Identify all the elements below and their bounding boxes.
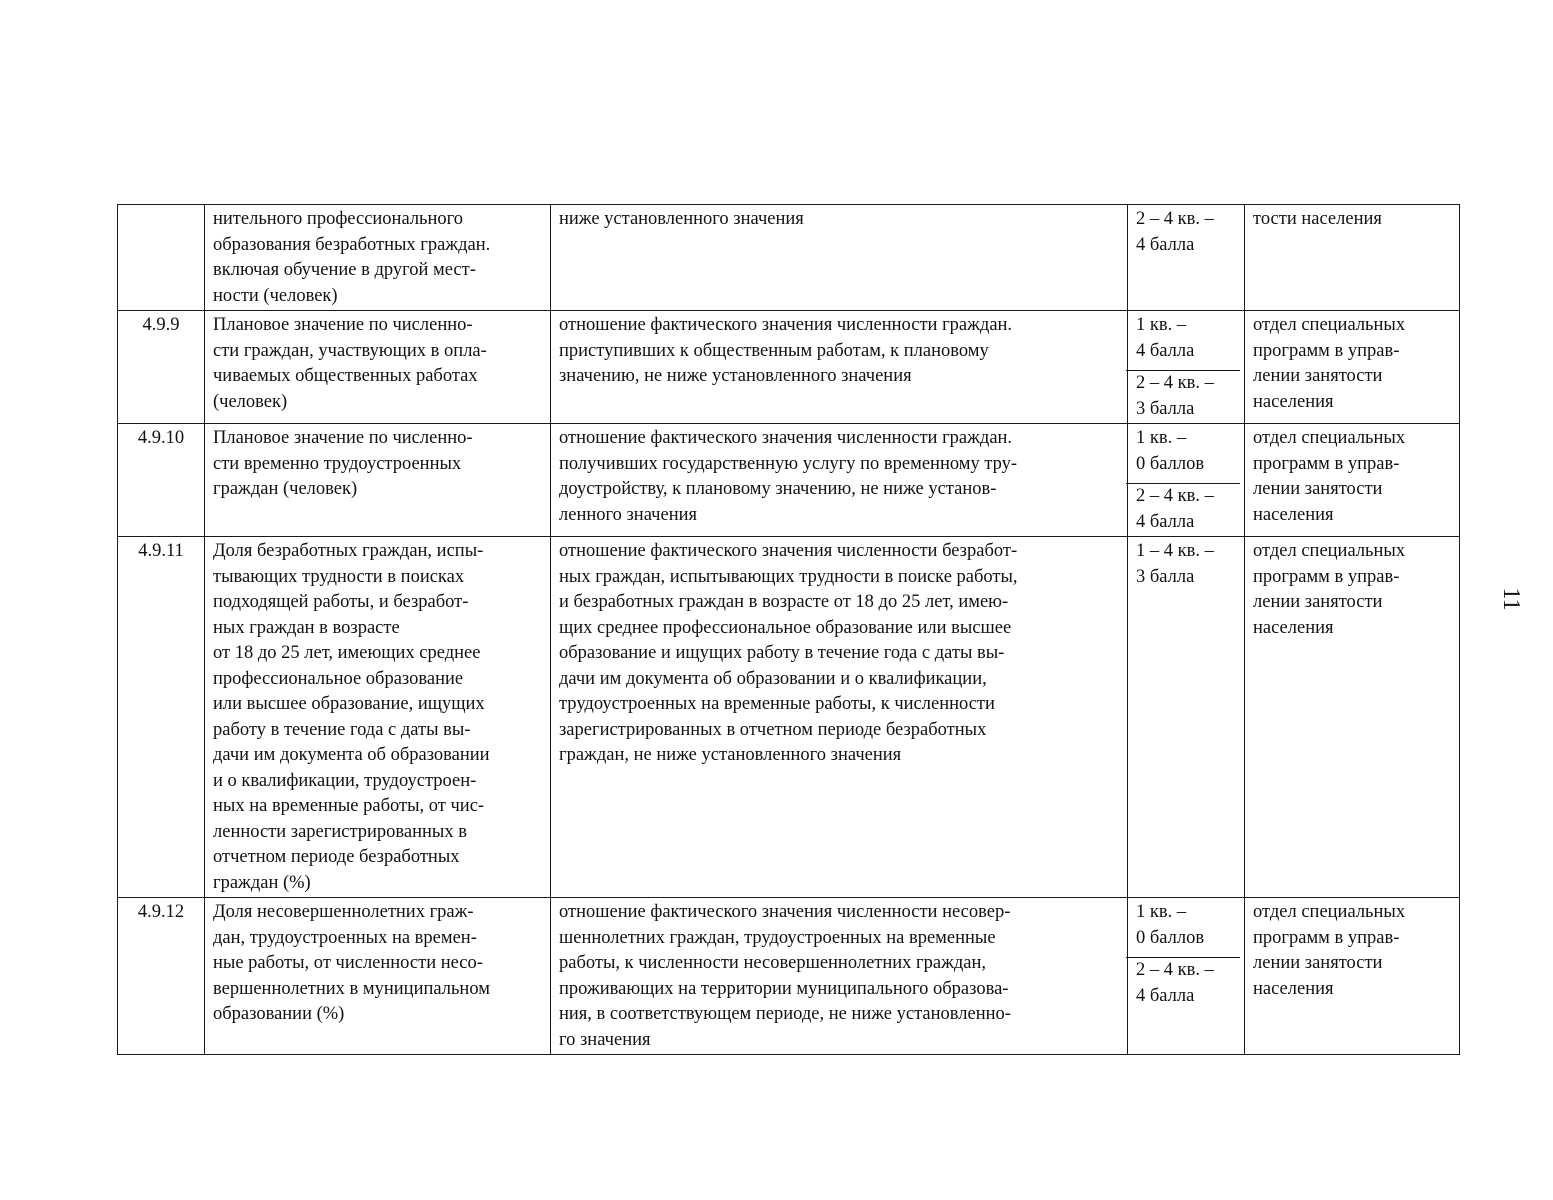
indicator-name-line: или высшее образование, ищущих xyxy=(213,694,485,714)
indicator-name-line: нительного профессионального xyxy=(213,209,464,229)
indicator-name-line: ные работы, от численности несо- xyxy=(213,953,483,973)
calculation-method-line: щих среднее профессиональное образование или высшее xyxy=(559,617,1012,638)
calculation-method-line: отношение фактического значения численности граждан. xyxy=(559,315,1013,335)
score-period xyxy=(1136,207,1236,258)
score-period xyxy=(1126,483,1240,535)
calculation-method-line: ных граждан, испытывающих трудности в поиске работы, xyxy=(559,566,1018,587)
score-period xyxy=(1136,426,1236,477)
table-row xyxy=(118,205,1460,311)
responsible-department-line: населения xyxy=(1253,504,1334,525)
responsible-department-line: лении занятости xyxy=(1253,953,1383,973)
calculation-method-line: работы, к численности несовершеннолетних граждан, xyxy=(559,953,987,973)
indicator-name-line: отчетном периоде безработных xyxy=(213,847,460,867)
responsible-department-cell xyxy=(1245,311,1460,424)
indicator-name-line: образования безработных граждан. xyxy=(213,234,491,255)
responsible-department-line: программ в управ- xyxy=(1253,927,1400,948)
responsible-department-line: программ в управ- xyxy=(1253,566,1400,587)
calculation-method-line: получивших государственную услугу по временному тру- xyxy=(559,453,1018,474)
score-line: 4 балла xyxy=(1136,340,1195,361)
calculation-method-cell xyxy=(551,537,1128,898)
calculation-method-line: и безработных граждан в возрасте от 18 до 25 лет, имею- xyxy=(559,592,1009,612)
score-line: 2 – 4 кв. – xyxy=(1136,960,1214,980)
calculation-method-line: трудоустроенных на временные работы, к численности xyxy=(559,694,995,714)
calculation-method-line: приступивших к общественным работам, к плановому xyxy=(559,340,989,361)
indicator-name-line: ности (человек) xyxy=(213,285,338,306)
indicator-name-line: ных граждан в возрасте xyxy=(213,617,400,638)
calculation-method-cell xyxy=(551,311,1128,424)
table-row xyxy=(118,537,1460,898)
indicator-name-line: Доля несовершеннолетних граж- xyxy=(213,902,474,922)
score-line: 4 балла xyxy=(1136,234,1195,255)
indicator-name-line: сти временно трудоустроенных xyxy=(213,453,462,474)
score-cell xyxy=(1128,205,1245,311)
score-line: 1 кв. – xyxy=(1136,902,1187,922)
score-period xyxy=(1126,957,1240,1009)
indicator-name-line: ленности зарегистрированных в xyxy=(213,821,467,842)
indicator-name-line: дан, трудоустроенных на времен- xyxy=(213,927,477,948)
calculation-method-line: шеннолетних граждан, трудоустроенных на временные xyxy=(559,927,996,948)
score-line: 1 кв. – xyxy=(1136,315,1187,335)
indicator-number-cell: 4.9.9 xyxy=(118,311,205,424)
indicator-name-line: тывающих трудности в поисках xyxy=(213,566,465,587)
score-line: 3 балла xyxy=(1136,398,1195,419)
indicators-table xyxy=(117,204,1460,1055)
responsible-department-line: населения xyxy=(1253,978,1334,999)
indicator-name-line: профессиональное образование xyxy=(213,668,464,689)
indicator-number-cell xyxy=(118,205,205,311)
indicator-name-cell xyxy=(205,898,551,1055)
calculation-method-line: отношение фактического значения численности граждан. xyxy=(559,428,1013,448)
indicator-number-cell: 4.9.11 xyxy=(118,537,205,898)
score-line: 4 балла xyxy=(1136,985,1195,1006)
score-line: 4 балла xyxy=(1136,511,1195,532)
responsible-department-line: лении занятости xyxy=(1253,479,1383,499)
calculation-method-line: проживающих на территории муниципального образова- xyxy=(559,978,1009,999)
indicator-name-line: (человек) xyxy=(213,391,288,412)
indicator-name-line: Плановое значение по численно- xyxy=(213,315,473,335)
score-line: 3 балла xyxy=(1136,566,1195,587)
table-row xyxy=(118,311,1460,424)
responsible-department-line: отдел специальных xyxy=(1253,428,1406,448)
table-row xyxy=(118,424,1460,537)
calculation-method-line: отношение фактического значения численности безработ- xyxy=(559,541,1018,561)
score-period xyxy=(1126,370,1240,422)
indicator-name-line: граждан (человек) xyxy=(213,479,358,499)
responsible-department-cell xyxy=(1245,537,1460,898)
calculation-method-line: доустройству, к плановому значению, не ниже установ- xyxy=(559,479,997,499)
indicator-name-line: и о квалификации, трудоустроен- xyxy=(213,770,477,791)
score-line: 2 – 4 кв. – xyxy=(1136,209,1214,229)
score-period xyxy=(1136,900,1236,951)
calculation-method-line: отношение фактического значения численности несовер- xyxy=(559,902,1011,922)
calculation-method-line: ниже установленного значения xyxy=(559,209,804,229)
calculation-method-line: ния, в соответствующем периоде, не ниже установленно- xyxy=(559,1004,1011,1024)
responsible-department-line: отдел специальных xyxy=(1253,541,1406,561)
indicator-name-line: подходящей работы, и безработ- xyxy=(213,592,469,612)
indicator-name-line: чиваемых общественных работах xyxy=(213,366,478,386)
indicator-name-line: Доля безработных граждан, испы- xyxy=(213,541,484,561)
indicator-name-line: работу в течение года с даты вы- xyxy=(213,719,471,740)
calculation-method-cell xyxy=(551,424,1128,537)
score-line: 1 кв. – xyxy=(1136,428,1187,448)
score-line: 2 – 4 кв. – xyxy=(1136,486,1214,506)
responsible-department-line: населения xyxy=(1253,617,1334,638)
indicator-name-line: образовании (%) xyxy=(213,1004,345,1024)
page-number: 11 xyxy=(1498,587,1524,611)
indicator-name-line: сти граждан, участвующих в опла- xyxy=(213,340,487,361)
table-body xyxy=(118,205,1460,1055)
responsible-department-line: лении занятости xyxy=(1253,366,1383,386)
calculation-method-line: го значения xyxy=(559,1029,651,1050)
score-cell xyxy=(1128,424,1245,537)
indicator-name-cell xyxy=(205,537,551,898)
score-period xyxy=(1136,313,1236,364)
responsible-department-line: отдел специальных xyxy=(1253,315,1406,335)
score-cell xyxy=(1128,311,1245,424)
calculation-method-line: образование и ищущих работу в течение года с даты вы- xyxy=(559,643,1005,663)
responsible-department-cell xyxy=(1245,205,1460,311)
score-line: 1 – 4 кв. – xyxy=(1136,541,1214,561)
calculation-method-line: граждан, не ниже установленного значения xyxy=(559,745,902,765)
indicator-name-line: ных на временные работы, от чис- xyxy=(213,796,485,816)
responsible-department-line: программ в управ- xyxy=(1253,453,1400,474)
table-row xyxy=(118,898,1460,1055)
score-line: 0 баллов xyxy=(1136,927,1205,948)
indicator-name-cell xyxy=(205,205,551,311)
calculation-method-line: ленного значения xyxy=(559,504,698,525)
indicator-name-cell xyxy=(205,311,551,424)
responsible-department-cell xyxy=(1245,898,1460,1055)
calculation-method-line: значению, не ниже установленного значения xyxy=(559,366,912,386)
responsible-department-line: отдел специальных xyxy=(1253,902,1406,922)
indicator-name-line: граждан (%) xyxy=(213,872,311,893)
indicator-name-line: вершеннолетних в муниципальном xyxy=(213,978,490,999)
calculation-method-cell xyxy=(551,898,1128,1055)
indicator-name-cell xyxy=(205,424,551,537)
calculation-method-cell xyxy=(551,205,1128,311)
score-line: 0 баллов xyxy=(1136,453,1205,474)
responsible-department-line: населения xyxy=(1253,391,1334,412)
calculation-method-line: зарегистрированных в отчетном периоде безработных xyxy=(559,719,987,740)
indicator-name-line: Плановое значение по численно- xyxy=(213,428,473,448)
score-cell xyxy=(1128,537,1245,898)
indicator-name-line: дачи им документа об образовании xyxy=(213,745,490,765)
indicator-number-cell: 4.9.10 xyxy=(118,424,205,537)
indicator-number-cell: 4.9.12 xyxy=(118,898,205,1055)
responsible-department-line: программ в управ- xyxy=(1253,340,1400,361)
responsible-department-line: лении занятости xyxy=(1253,592,1383,612)
indicator-name-line: от 18 до 25 лет, имеющих среднее xyxy=(213,643,481,663)
indicator-name-line: включая обучение в другой мест- xyxy=(213,260,476,280)
score-period xyxy=(1136,539,1236,590)
score-line: 2 – 4 кв. – xyxy=(1136,373,1214,393)
calculation-method-line: дачи им документа об образовании и о квалификации, xyxy=(559,668,987,689)
responsible-department-line: тости населения xyxy=(1253,209,1382,229)
responsible-department-cell xyxy=(1245,424,1460,537)
score-cell xyxy=(1128,898,1245,1055)
